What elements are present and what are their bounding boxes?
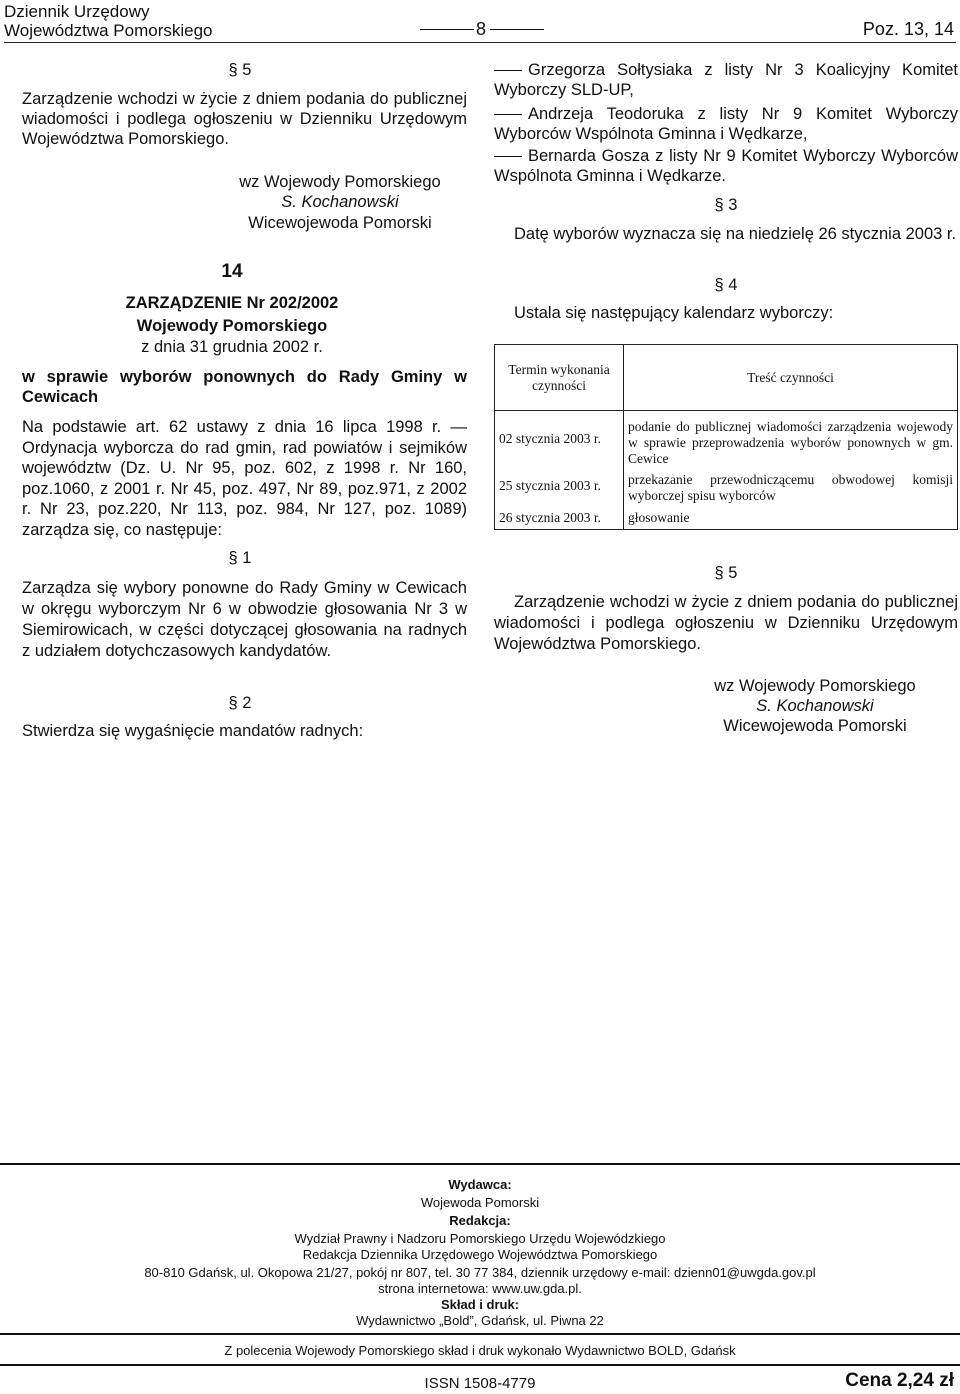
- page-number: 8: [476, 19, 487, 39]
- right-para5-heading: § 5: [714, 564, 738, 582]
- table-header-date: Termin wykonania czynności: [495, 345, 624, 411]
- left-para5-heading: § 5: [228, 61, 252, 79]
- table-cell-date: 26 stycznia 2003 r.: [495, 507, 624, 530]
- table-row: [495, 470, 958, 507]
- candidate-3: [494, 146, 958, 186]
- table-row: [495, 411, 958, 471]
- order-issuer: Wojewody Pomorskiego: [136, 317, 328, 335]
- table-cell-date: 02 stycznia 2003 r.: [495, 411, 624, 471]
- page-number-dash-right: [490, 29, 544, 30]
- election-calendar-table: [494, 344, 958, 530]
- publisher-label: Wydawca:: [448, 1177, 512, 1192]
- candidate-3-text: Bernarda Gosza z listy Nr 9 Komitet Wyborczy Wyborców Wspólnota Gminna i Wędkarze.: [494, 147, 958, 185]
- left-signature-title: Wicewojewoda Pomorski: [248, 214, 432, 232]
- left-signature-name: S. Kochanowski: [281, 193, 399, 211]
- table-header-task: Treść czynności: [624, 345, 958, 411]
- list-dash: [494, 114, 522, 115]
- right-signature-name: S. Kochanowski: [756, 697, 874, 715]
- candidate-1-text: Grzegorza Sołtysiaka z listy Nr 3 Koalicyjny Komitet Wyborczy SLD-UP,: [494, 61, 958, 99]
- list-dash: [494, 70, 522, 71]
- header-rule: [4, 42, 956, 43]
- left-signature-line1: wz Wojewody Pomorskiego: [239, 173, 441, 191]
- editorial-line1: Wydział Prawny i Nadzoru Pomorskiego Urzędu Wojewódzkiego: [294, 1231, 666, 1246]
- table-cell-task: podanie do publicznej wiadomości zarządzenia wojewody w sprawie przeprowadzenia wyborów ponownych w gm. Cewice: [624, 411, 958, 471]
- legal-basis: Na podstawie art. 62 ustawy z dnia 16 lipca 1998 r. — Ordynacja wyborcza do rad gmin, rad powiatów i sejmików województw (Dz. U. Nr 95, poz. 602, z 1998 r. Nr 160, poz.1060, z 2001 r. Nr 45, poz. 497, Nr 89, poz.971, z 2002 r. Nr 23, poz.220, Nr 113, poz. 984, Nr 127, poz. 1089) zarządza się, co następuje:: [22, 418, 467, 539]
- issn: ISSN 1508-4779: [424, 1375, 536, 1392]
- right-para3-text: Datę wyborów wyznacza się na niedzielę 26 stycznia 2003 r.: [514, 225, 957, 243]
- website: strona internetowa: www.uw.gda.pl.: [378, 1281, 582, 1296]
- right-para5-text: Zarządzenie wchodzi w życie z dniem podania do publicznej wiadomości i podlega ogłoszeniu w Dzienniku Urzędowym Województwa Pomorskiego.: [494, 593, 958, 653]
- printer: Wydawnictwo „Bold”, Gdańsk, ul. Piwna 22: [356, 1313, 604, 1328]
- print-label: Skład i druk:: [440, 1297, 520, 1312]
- left-para1-text: Zarządza się wybory ponowne do Rady Gminy w Cewicach w okręgu wyborczym Nr 6 w obwodzie głosowania Nr 3 w Siemirowicach, w części dotyczącej głosowania na radnych z udziałem dotychczasowych kandydatów.: [22, 579, 467, 660]
- order-date: z dnia 31 grudnia 2002 r.: [141, 338, 323, 356]
- candidate-2: [494, 104, 958, 144]
- item-number: 14: [221, 261, 243, 282]
- footer-rule-bottom: [0, 1364, 960, 1366]
- left-para2-text: Stwierdza się wygaśnięcie mandatów radnych:: [22, 722, 364, 740]
- position-ref: Poz. 13, 14: [862, 19, 954, 39]
- table-cell-task: głosowanie: [624, 507, 958, 530]
- editorial-line2: Redakcja Dziennika Urzędowego Województwa Pomorskiego: [302, 1247, 658, 1262]
- left-para1-heading: § 1: [228, 549, 252, 567]
- editorial-label: Redakcja:: [449, 1213, 511, 1228]
- address: 80-810 Gdańsk, ul. Okopowa 21/27, pokój nr 807, tel. 30 77 384, dziennik urzędowy e-mail: dzienn01@uwgda.gov.pl: [144, 1265, 816, 1280]
- right-para3-heading: § 3: [714, 196, 738, 214]
- footer-rule-top: [0, 1163, 960, 1165]
- candidate-2-text: Andrzeja Teodoruka z listy Nr 9 Komitet Wyborczy Wyborców Wspólnota Gminna i Wędkarze,: [494, 105, 958, 143]
- table-cell-task: przekazanie przewodniczącemu obwodowej komisji wyborczej spisu wyborców: [624, 470, 958, 507]
- right-signature-line1: wz Wojewody Pomorskiego: [714, 677, 916, 695]
- left-para5-text: Zarządzenie wchodzi w życie z dniem podania do publicznej wiadomości i podlega ogłoszeniu w Dzienniku Urzędowym Województwa Pomorskiego.: [22, 90, 467, 148]
- right-para4-heading: § 4: [714, 276, 738, 294]
- footer-rule-mid: [0, 1333, 960, 1335]
- candidate-1: [494, 60, 958, 100]
- commission-note: Z polecenia Wojewody Pomorskiego skład i druk wykonało Wydawnictwo BOLD, Gdańsk: [224, 1343, 736, 1358]
- table-row: [495, 507, 958, 530]
- table-cell-date: 25 stycznia 2003 r.: [495, 470, 624, 507]
- left-para2-heading: § 2: [228, 694, 252, 712]
- price: Cena 2,24 zł: [845, 1370, 954, 1391]
- list-dash: [494, 156, 522, 157]
- journal-title-line1: Dziennik Urzędowy: [4, 2, 150, 21]
- right-signature-title: Wicewojewoda Pomorski: [723, 717, 907, 735]
- publisher: Wojewoda Pomorski: [420, 1195, 540, 1210]
- journal-title-line2: Województwa Pomorskiego: [4, 21, 213, 40]
- order-title: ZARZĄDZENIE Nr 202/2002: [125, 294, 339, 312]
- page-number-dash-left: [420, 29, 474, 30]
- order-subject: w sprawie wyborów ponownych do Rady Gminy w Cewicach: [22, 368, 467, 406]
- right-para4-text: Ustala się następujący kalendarz wyborczy:: [514, 304, 834, 322]
